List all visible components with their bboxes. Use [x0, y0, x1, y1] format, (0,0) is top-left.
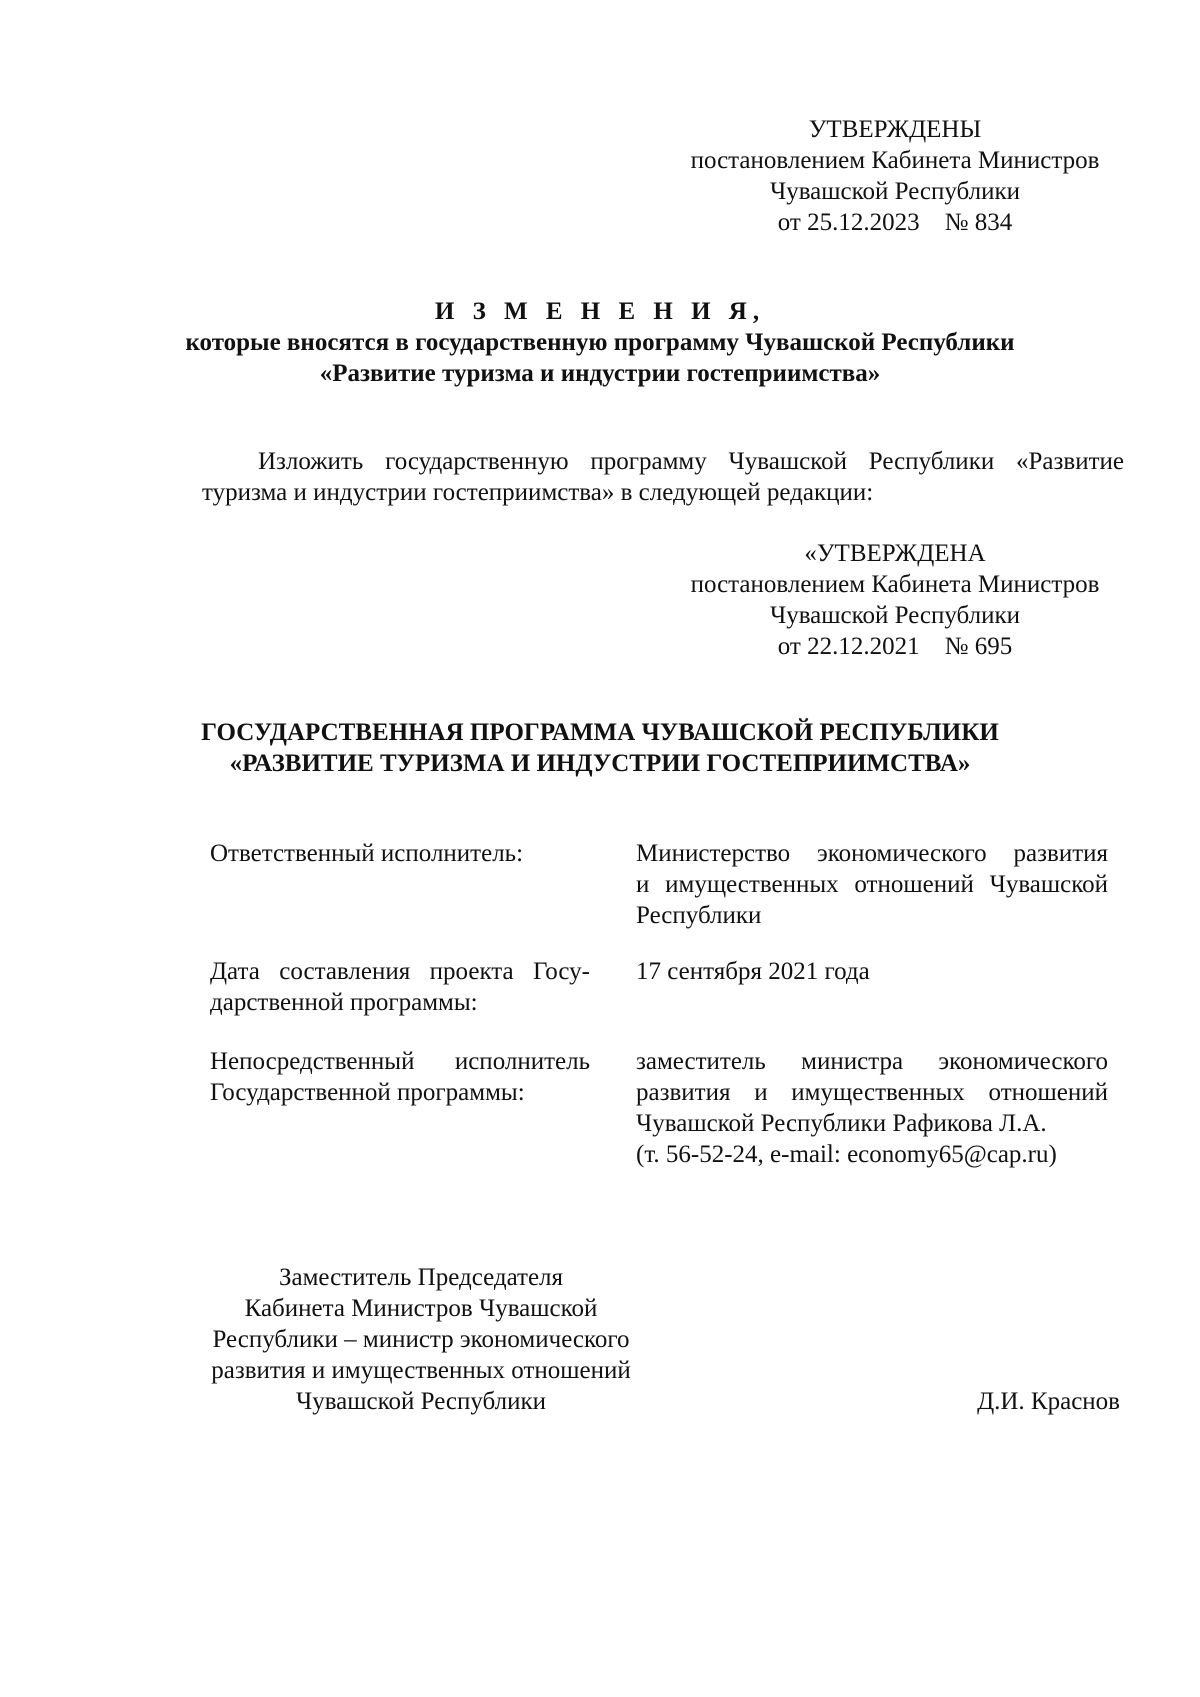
changes-heading: [150, 296, 1050, 389]
program-title-line: ГОСУДАРСТВЕННАЯ ПРОГРАММА ЧУВАШСКОЙ РЕСПУБЛИКИ: [201, 719, 999, 746]
signatory-position-line: Кабинета Министров Чувашской: [244, 1295, 598, 1322]
approval-stamp-top: [660, 114, 1130, 238]
changes-subtitle: «Развитие туризма и индустрии гостеприимства»: [319, 360, 881, 387]
changes-title: И З М Е Н Е Н И Я,: [434, 298, 766, 325]
approval-line: постановлением Кабинета Министров: [690, 147, 1100, 174]
responsible-executor-value: Министерство экономического развития и имущественных отношений Чувашской Республики: [636, 840, 1108, 929]
approval-line: постановлением Кабинета Министров: [690, 571, 1100, 598]
signatory-position-line: Чувашской Республики: [295, 1388, 547, 1415]
signatory-position-line: Заместитель Председателя: [278, 1264, 564, 1291]
intro-paragraph: Изложить государственную программу Чувашской Республики «Развитие туризма и индустрии гостеприимства» в следующей редакции:: [202, 448, 1124, 506]
signatory-position-line: Республики – министр экономического: [212, 1326, 630, 1353]
responsible-executor-label: Ответственный исполнитель:: [210, 840, 524, 867]
approval-date: от 25.12.2023 № 834: [777, 209, 1013, 236]
direct-executor-value: заместитель министра экономического развития и имущественных отношений Чувашской Республики Рафикова Л.А. (т. 56-52-24, e-mail: economy65@cap.ru): [636, 1048, 1108, 1168]
approval-title: УТВЕРЖДЕНЫ: [808, 116, 982, 143]
draft-date-value: 17 сентября 2021 года: [636, 958, 870, 985]
draft-date-label: Дата составления проекта Госу- дарственной программы:: [210, 958, 590, 1016]
approval-title: «УТВЕРЖДЕНА: [804, 540, 986, 567]
program-title: [150, 717, 1050, 779]
signatory-name: Д.И. Краснов: [977, 1388, 1120, 1415]
signatory-position: [196, 1262, 646, 1417]
changes-subtitle: которые вносятся в государственную программу Чувашской Республики: [185, 329, 1015, 356]
program-title-line: «РАЗВИТИЕ ТУРИЗМА И ИНДУСТРИИ ГОСТЕПРИИМСТВА»: [229, 750, 971, 777]
approval-date: от 22.12.2021 № 695: [777, 633, 1013, 660]
direct-executor-label: Непосредственный исполнитель Государственной программы:: [210, 1048, 590, 1106]
approval-line: Чувашской Республики: [769, 178, 1021, 205]
signatory-position-line: развития и имущественных отношений: [211, 1357, 631, 1384]
approval-line: Чувашской Республики: [769, 602, 1021, 629]
approval-stamp-bottom: [660, 538, 1130, 662]
